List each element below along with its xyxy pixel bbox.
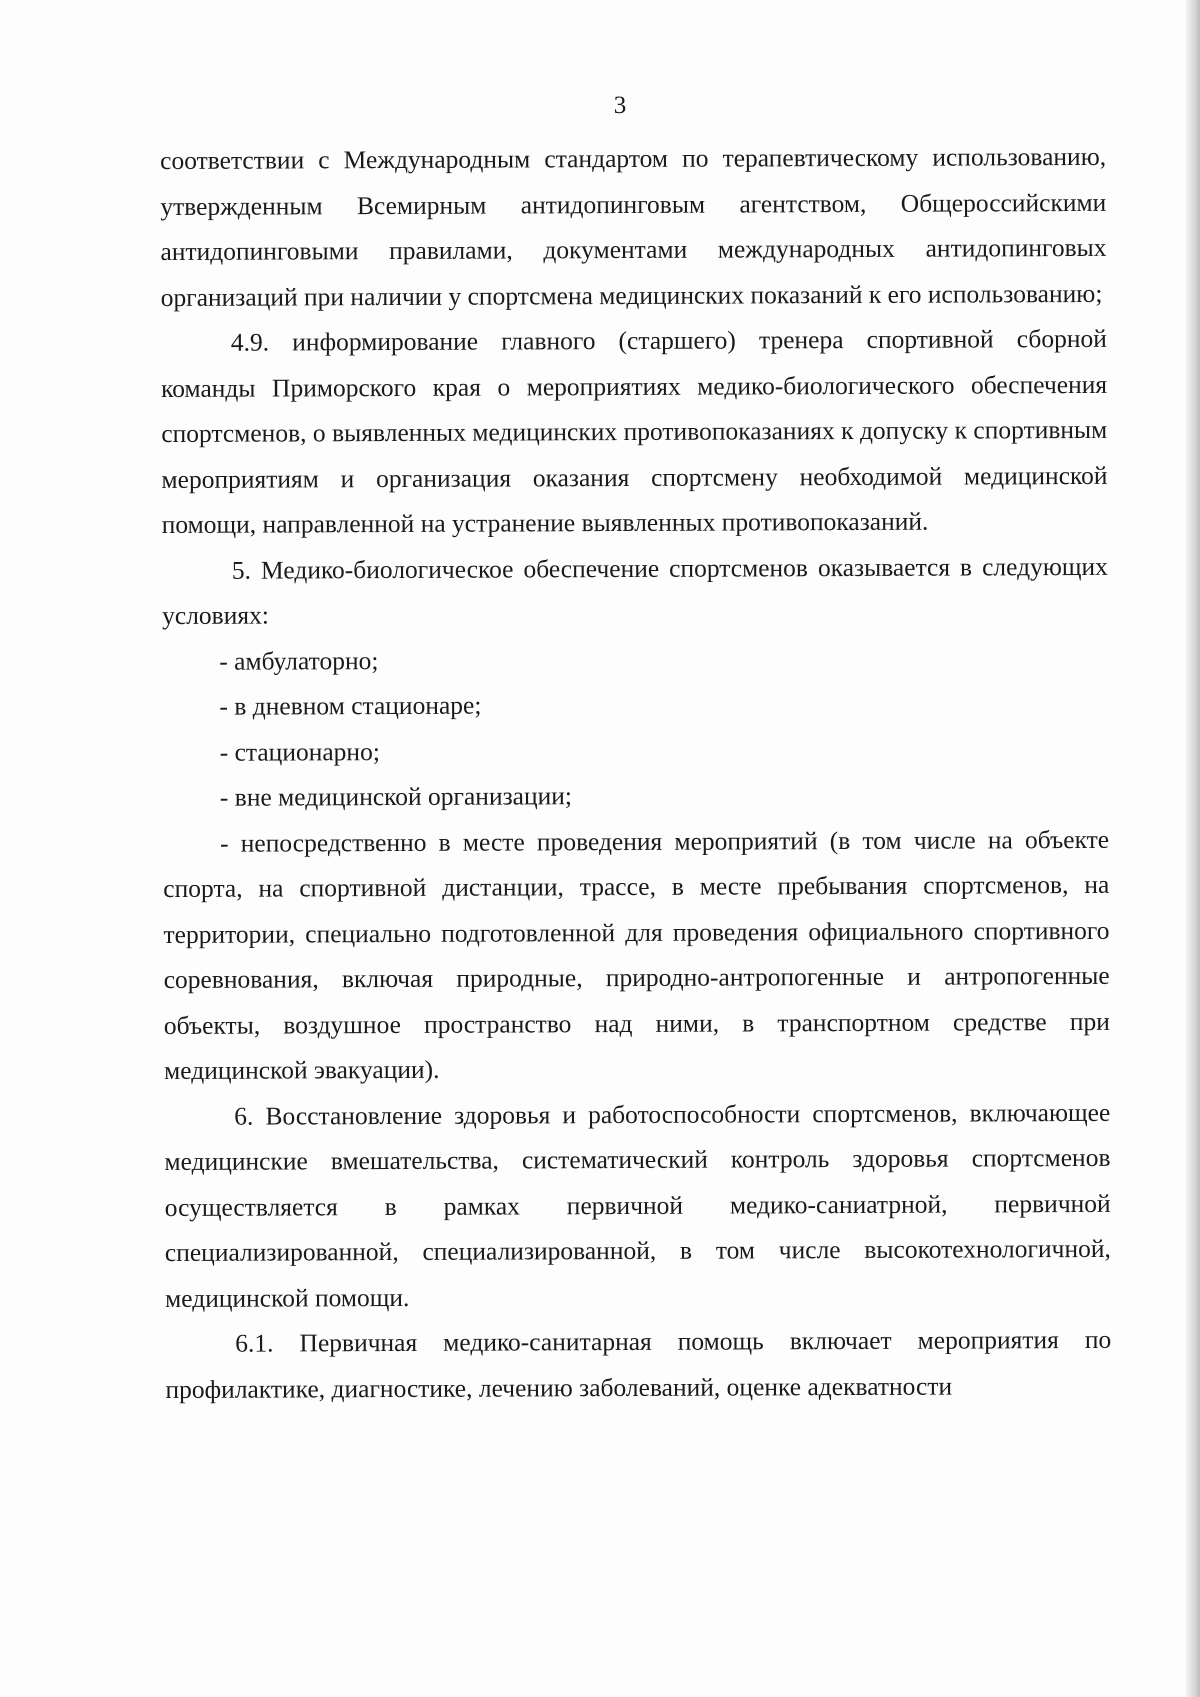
list-item-ambulatory: - амбулаторно;	[219, 645, 379, 676]
paragraph-4-9: 4.9. информирование главного (старшего) тренера спортивной сборной команды Приморского края о мероприятиях медико-биологического обеспечения спортсменов, о выявленных медицинских противопоказаниях к допуску к спортивным мероприятиям и организация оказания спортсмену необходимой медицинской помощи, направленной на устранение выявленных противопоказаний.	[161, 323, 1108, 539]
list-item-event-site: - непосредственно в месте проведения мероприятий (в том числе на объекте спорта, на спортивной дистанции, трассе, в месте пребывания спортсменов, на территории, специально подготовленной для проведения официального спортивного соревнования, включая природные, природно-антропогенные и антропогенные объекты, воздушное пространство над ними, в транспортном средстве при медицинской эвакуации).	[163, 824, 1110, 1085]
paragraph-6-1: 6.1. Первичная медико-санитарная помощь включает мероприятия по профилактике, диагностике, лечению заболеваний, оценке адекватности	[165, 1324, 1112, 1404]
document-body	[160, 134, 1112, 1412]
list-item-day-hospital: - в дневном стационаре;	[219, 690, 482, 721]
list-item-outside-organization: - вне медицинской организации;	[219, 781, 573, 812]
paragraph-continuation: соответствии с Международным стандартом по терапевтическому использованию, утвержденным Всемирным антидопинговым агентством, Общероссийскими антидопинговыми правилами, документами международных антидопинговых организаций при наличии у спортсмена медицинских показаний к его использованию;	[160, 141, 1107, 312]
list-item-inpatient: - стационарно;	[219, 736, 380, 767]
page-number: 3	[613, 92, 627, 119]
paragraph-6: 6. Восстановление здоровья и работоспособности спортсменов, включающее медицинские вмешательства, систематический контроль здоровья спортсменов осуществляется в рамках первичной медико-саниатрной, первичной специализированной, специализированной, в том числе высокотехнологичной, медицинской помощи.	[164, 1097, 1111, 1313]
scan-edge-shadow	[1186, 0, 1200, 1697]
paragraph-5: 5. Медико-биологическое обеспечение спортсменов оказывается в следующих условиях:	[162, 551, 1108, 630]
